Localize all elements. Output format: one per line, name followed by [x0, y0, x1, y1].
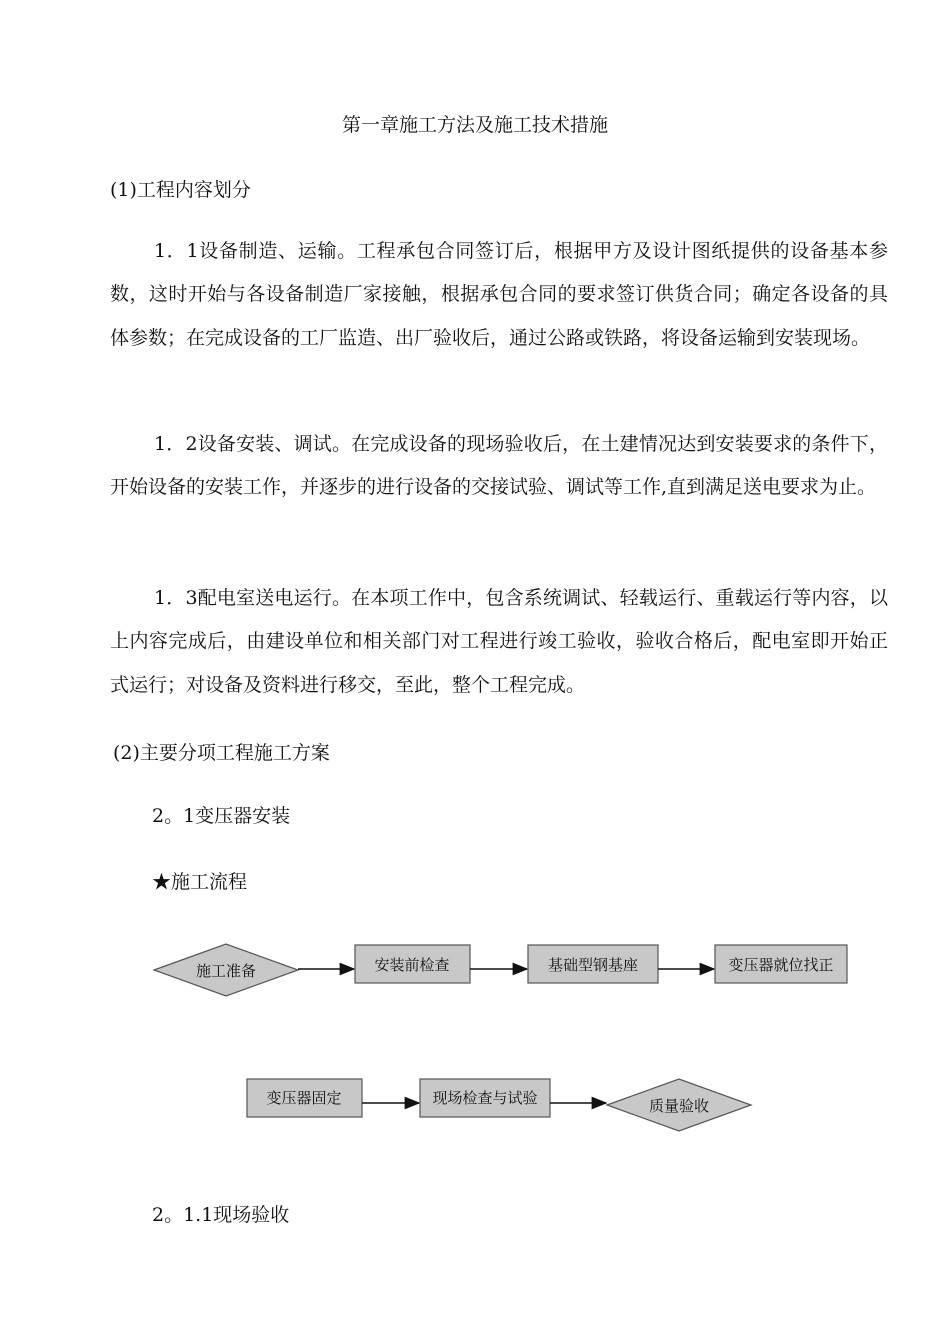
flow-node-pre-install-check — [355, 945, 470, 983]
flow-node-transformer-fixing — [247, 1079, 362, 1117]
page-title: 第一章施工方法及施工技术措施 — [341, 114, 608, 136]
flow-node-label: 安装前检查 — [374, 956, 450, 974]
flow-node-label: 基础型钢基座 — [547, 956, 639, 974]
flow-node-label: 质量验收 — [648, 1097, 710, 1115]
flow-node-label: 变压器固定 — [266, 1089, 342, 1107]
flow-node-prepare — [154, 944, 298, 996]
flow-node-label: 变压器就位找正 — [728, 956, 834, 974]
flow-node-label: 现场检查与试验 — [432, 1089, 538, 1107]
section-heading-2: (2)主要分项工程施工方案 — [113, 742, 330, 764]
paragraph-1-1: 1．1设备制造、运输。工程承包合同签订后，根据甲方及设计图纸提供的设备基本参数，这时开始与各设备制造厂家接触，根据承包合同的要求签订供货合同；确定各设备的具体参数；在完成设备的工厂监造、出厂验收后，通过公路或铁路，将设备运输到安装现场。 — [110, 240, 888, 349]
flow-heading: ★施工流程 — [152, 871, 248, 893]
paragraph-1-3: 1．3配电室送电运行。在本项工作中，包含系统调试、轻载运行、重载运行等内容，以上内容完成后，由建设单位和相关部门对工程进行竣工验收，验收合格后，配电室即开始正式运行；对设备及资料进行移交，至此，整个工程完成。 — [110, 587, 888, 696]
flow-node-transformer-positioning — [715, 945, 847, 983]
subsection-2-1-1: 2。1.1现场验收 — [152, 1204, 290, 1226]
subsection-2-1: 2。1变压器安装 — [152, 805, 291, 827]
flow-node-label: 施工准备 — [195, 962, 257, 980]
section-heading-1: (1)工程内容划分 — [110, 179, 251, 201]
flow-node-steel-base — [528, 945, 658, 983]
flow-node-site-inspection-test — [420, 1079, 550, 1117]
paragraph-1-2: 1．2设备安装、调试。在完成设备的现场验收后，在土建情况达到安装要求的条件下，开始设备的安装工作，并逐步的进行设备的交接试验、调试等工作,直到满足送电要求为止。 — [110, 433, 888, 499]
flow-node-quality-acceptance — [607, 1079, 751, 1131]
